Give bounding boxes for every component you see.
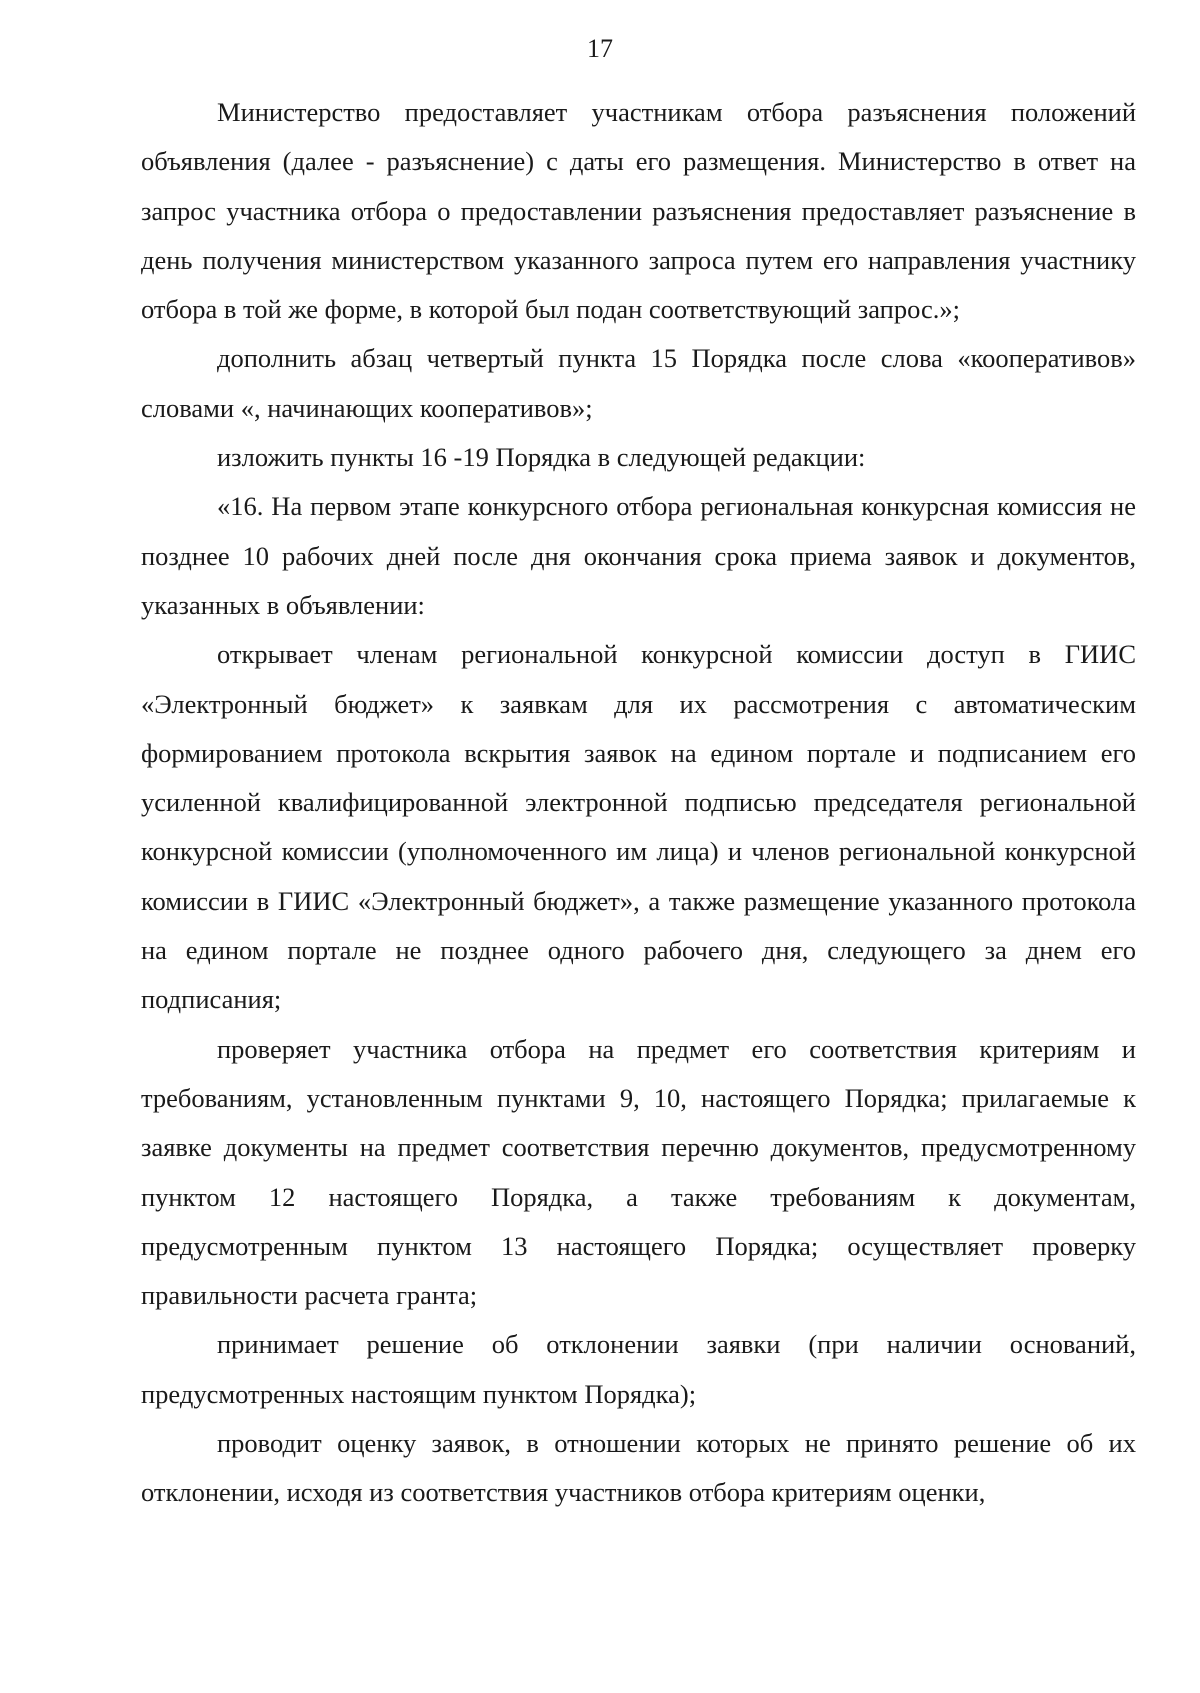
- document-body: [141, 88, 1136, 1518]
- paragraph-amend-clause-15: дополнить абзац четвертый пункта 15 Порядка после слова «кооперативов» словами «, начинающих кооперативов»;: [141, 343, 1136, 423]
- paragraph-clause-16: «16. На первом этапе конкурсного отбора региональная конкурсная комиссия не позднее 10 рабочих дней после дня окончания срока приема заявок и документов, указанных в объявлении:: [141, 491, 1136, 620]
- paragraph-clarifications: Министерство предоставляет участникам отбора разъяснения положений объявления (далее - разъяснение) с даты его размещения. Министерство в ответ на запрос участника отбора о предоставлении разъяснения предоставляет разъяснение в день получения министерством указанного запроса путем его направления участнику отбора в той же форме, в которой был подан соответствующий запрос.»;: [141, 97, 1136, 325]
- paragraph-checks-participant: проверяет участника отбора на предмет его соответствия критериям и требованиям, установленным пунктами 9, 10, настоящего Порядка; прилагаемые к заявке документы на предмет соответствия перечню документов, предусмотренному пунктом 12 настоящего Порядка, а также требованиям к документам, предусмотренным пунктом 13 настоящего Порядка; осуществляет проверку правильности расчета гранта;: [141, 1033, 1136, 1311]
- page-number: 17: [587, 34, 613, 63]
- paragraph-opens-access: открывает членам региональной конкурсной комиссии доступ в ГИИС «Электронный бюджет» к заявкам для их рассмотрения с автоматическим формированием протокола вскрытия заявок на едином портале и подписанием его усиленной квалифицированной электронной подписью председателя региональной конкурсной комиссии (уполномоченного им лица) и членов региональной конкурсной комиссии в ГИИС «Электронный бюджет», а также размещение указанного протокола на едином портале не позднее одного рабочего дня, следующего за днем его подписания;: [141, 639, 1136, 1015]
- paragraph-rejection-decision: принимает решение об отклонении заявки (при наличии оснований, предусмотренных настоящим пунктом Порядка);: [141, 1329, 1136, 1409]
- paragraph-evaluation: проводит оценку заявок, в отношении которых не принято решение об их отклонении, исходя из соответствия участников отбора критериям оценки,: [141, 1428, 1136, 1508]
- paragraph-restate-clauses: изложить пункты 16 -19 Порядка в следующей редакции:: [217, 442, 866, 473]
